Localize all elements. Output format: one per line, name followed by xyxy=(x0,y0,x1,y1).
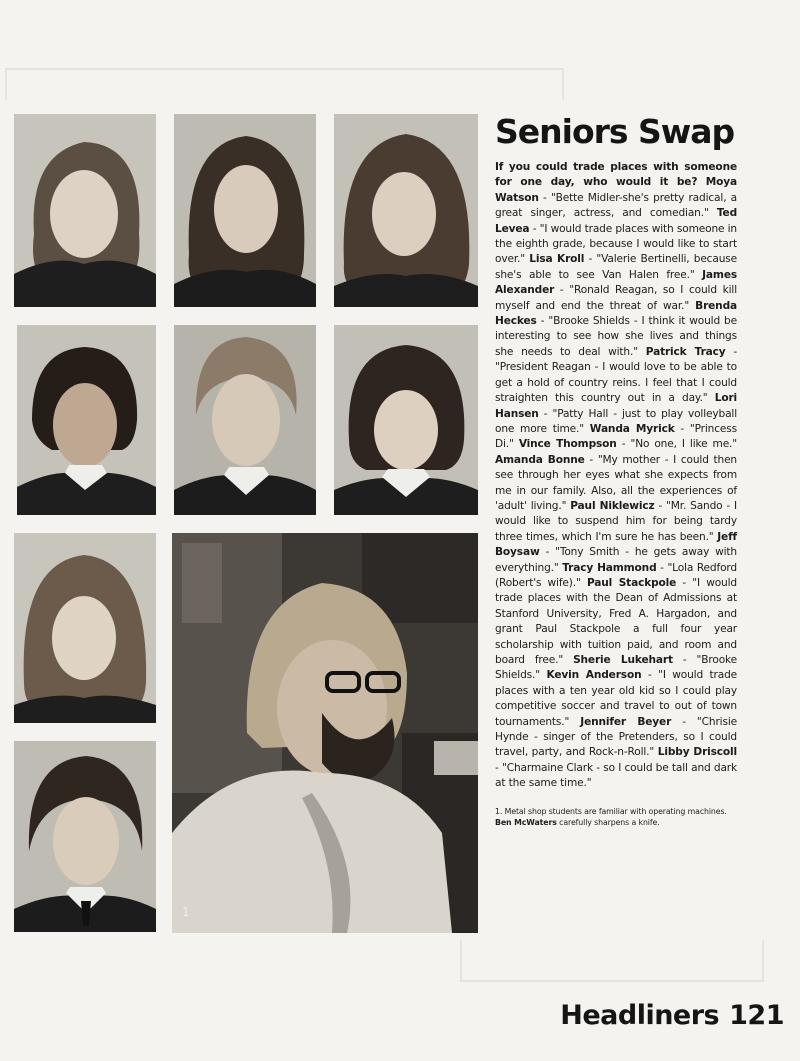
caption-text: 1. Metal shop students are familiar with operating machines. xyxy=(495,806,727,816)
portrait-photo xyxy=(334,114,478,307)
page-number: 121 xyxy=(729,1000,784,1031)
respondent-name: Vince Thompson xyxy=(518,438,617,451)
photo-caption xyxy=(495,806,737,828)
portrait-photo xyxy=(14,741,156,932)
response-quote: "I would trade places with the Dean of Admissions at Stanford University, Fred A. Hargadon, and grant Paul Stackpole a full four year scholarship with tuition paid, and room and board free." xyxy=(495,576,737,666)
response-list: Moya Watson - "Bette Midler-she's pretty radical, a great singer, actress, and comedian." Ted Levea - "I would trade places with someone in the eighth grade, because I would like to start over." Lisa Kroll - "Valerie Bertinelli, because she's able to see Van Halen free." James Alexander - "Ronald Reagan, so I could kill myself and end the threat of war." Brenda Heckes - "Brooke Shields - I think it would be interesting to see how she lives and things she needs to deal with." Patrick Tracy - "President Reagan - I would love to be able to get a hold of country reins. I feel that I could straighten this country out in a day." Lori Hansen - "Patty Hall - just to play volleyball one more time." Wanda Myrick - "Princess Di." Vince Thompson - "No one, I like me." Amanda Bonne - "My mother - I could then see through her eyes what she expects from me in our family. Also, all the experiences of 'adult' living." Paul Niklewicz - "Mr. Sando - I would like to suspend him for being tardy three times, which I'm sure he has been." Jeff Boysaw - "Tony Smith - he gets away with everything." Tracy Hammond - "Lola Redford (Robert's wife)." Paul Stackpole - "I would trade places with the Dean of Admissions at Stanford University, Fred A. Hargadon, and grant Paul Stackpole a full four year scholarship with tuition paid, and room and board free." Sherie Lukehart - "Brooke Shields." Kevin Anderson - "I would trade places with a ten year old kid so I could play competitive soccer and travel to out of town tournaments." Jennifer Beyer - "Chrisie Hynde - singer of the Pretenders, so I could travel, party, and Rock-n-Roll." Libby Driscoll - "Charmaine Clark - so I could be tall and dark at the same time." xyxy=(495,176,738,790)
portrait-photo xyxy=(174,114,316,307)
section-name: Headliners xyxy=(560,1000,720,1031)
metal-shop-photo xyxy=(172,533,478,933)
page-footer xyxy=(560,1000,784,1031)
respondent-name: Jeff Boysaw xyxy=(495,530,737,559)
respondent-name: Paul Niklewicz xyxy=(570,499,655,512)
response-quote: "I would trade places with a ten year old kid so I could play competitive soccer and travel to out of town tournaments." xyxy=(495,669,738,728)
portrait-photo xyxy=(17,325,156,515)
response-quote: "Brooke Shields." xyxy=(495,654,737,682)
portrait-photo xyxy=(174,325,316,515)
respondent-name: Patrick Tracy xyxy=(645,345,726,358)
portrait-photo xyxy=(334,325,478,515)
respondent-name: Amanda Bonne xyxy=(495,453,585,466)
respondent-name: Brenda Heckes xyxy=(495,299,737,328)
response-quote: "Lola Redford (Robert's wife)." xyxy=(495,561,737,589)
ghost-frame-top xyxy=(5,68,564,100)
response-quote: "President Reagan - I would love to be able to get a hold of country reins. I feel that I could straighten this country out in a day." xyxy=(495,361,737,405)
respondent-name: Wanda Myrick xyxy=(589,422,675,435)
response-quote: "Chrisie Hynde - singer of the Pretenders, so I could travel, party, and Rock-n-Roll." xyxy=(495,715,737,759)
respondent-name: Tracy Hammond xyxy=(562,561,657,574)
ghost-frame-bottom xyxy=(460,940,764,982)
caption-name: Ben McWaters xyxy=(495,817,557,827)
respondent-name: Lisa Kroll xyxy=(529,253,585,266)
response-quote: "My mother - I could then see through her eyes what she expects from me in our family. Also, all the experiences of 'adult' living." xyxy=(495,453,737,512)
response-quote: "Ronald Reagan, so I could kill myself and end the threat of war." xyxy=(495,284,737,312)
response-quote: "Princess Di." xyxy=(495,422,737,451)
response-quote: "No one, I like me." xyxy=(630,438,737,451)
response-quote: "Tony Smith - he gets away with everything." xyxy=(495,546,737,574)
respondent-name: Sherie Lukehart xyxy=(573,654,673,666)
article-title: Seniors Swap xyxy=(495,112,735,151)
respondent-name: Ted Levea xyxy=(495,207,738,235)
caption-text-end: carefully sharpens a knife. xyxy=(559,817,660,827)
photo-number: 1 xyxy=(182,905,190,919)
respondent-name: Paul Stackpole xyxy=(586,576,677,589)
respondent-name: Kevin Anderson xyxy=(546,669,642,682)
response-quote: "Valerie Bertinelli, because she's able to see Van Halen free." xyxy=(495,253,737,281)
portrait-photo xyxy=(14,114,156,307)
article xyxy=(495,112,737,828)
respondent-name: Moya Watson xyxy=(495,176,737,204)
response-quote: "Mr. Sando - I would like to suspend him for being tardy three times, which I'm sure he has been." xyxy=(495,499,737,543)
response-quote: "Patty Hall - just to play volleyball one more time." xyxy=(495,407,737,435)
respondent-name: Libby Driscoll xyxy=(657,746,737,759)
respondent-name: Jennifer Beyer xyxy=(580,715,672,728)
article-body xyxy=(495,160,737,792)
response-quote: "Brooke Shields - I think it would be interesting to see how she lives and things she needs to deal with." xyxy=(495,315,737,358)
response-quote: "I would trade places with someone in the eighth grade, because I would like to start over." xyxy=(495,222,737,266)
response-quote: "Bette Midler-she's pretty radical, a great singer, actress, and comedian." xyxy=(495,191,738,220)
portrait-photo xyxy=(14,533,156,723)
article-question: If you could trade places with someone for one day, who would it be? xyxy=(495,161,737,189)
respondent-name: Lori Hansen xyxy=(495,392,738,420)
response-quote: "Charmaine Clark - so I could be tall and dark at the same time." xyxy=(495,761,737,790)
respondent-name: James Alexander xyxy=(495,268,738,297)
